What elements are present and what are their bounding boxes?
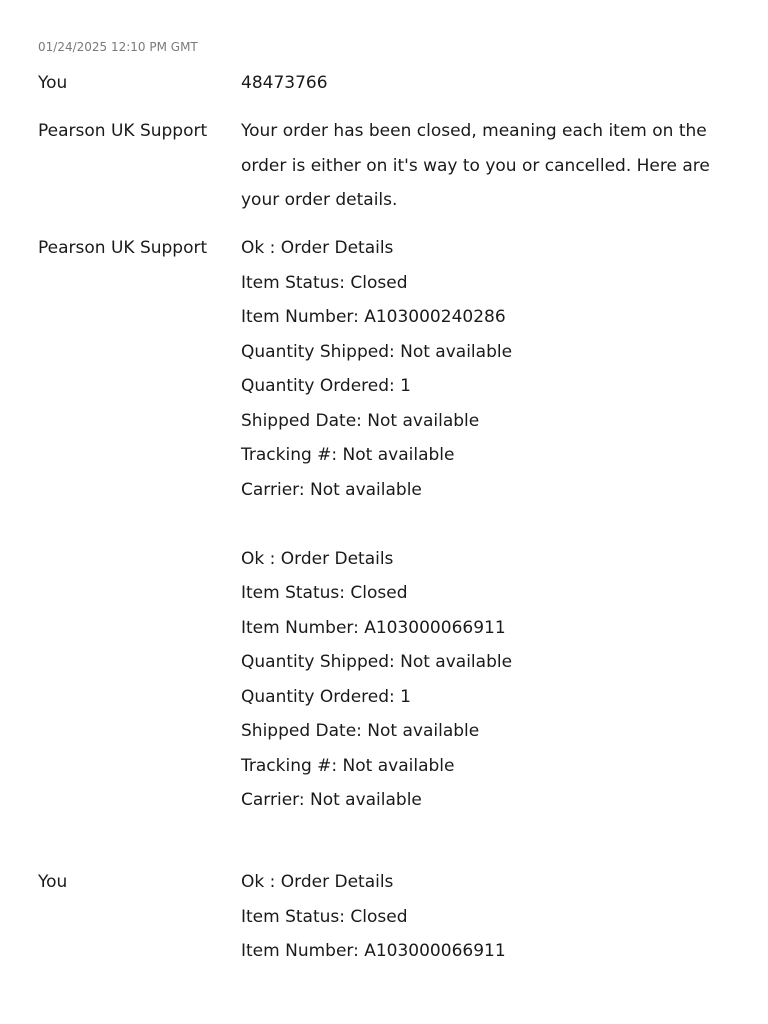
item-number: Item Number: A103000066911 [241, 617, 506, 638]
tracking-number: Tracking #: Not available [241, 445, 455, 465]
quantity-ordered: Quantity Ordered: 1 [241, 686, 411, 707]
message-body [241, 231, 731, 818]
message-sender: Pearson UK Support [38, 238, 208, 258]
message-text: 48473766 [241, 73, 328, 93]
quantity-shipped: Quantity Shipped: Not available [241, 652, 513, 672]
message-sender: You [38, 872, 68, 892]
shipped-date: Shipped Date: Not available [241, 410, 480, 431]
item-status: Item Status: Closed [241, 906, 408, 927]
item-status: Item Status: Closed [241, 583, 408, 603]
message-sender: You [38, 73, 68, 93]
order-details-heading: Ok : Order Details [241, 548, 394, 569]
message-body [241, 865, 731, 969]
message-body [241, 66, 731, 101]
message-body [241, 114, 731, 218]
quantity-ordered: Quantity Ordered: 1 [241, 376, 411, 396]
shipped-date: Shipped Date: Not available [241, 721, 480, 741]
order-details-heading: Ok : Order Details [241, 872, 394, 892]
order-details-heading: Ok : Order Details [241, 238, 394, 258]
message-sender: Pearson UK Support [38, 121, 208, 141]
message-text: Your order has been closed, meaning each item on the order is either on it's way to you or cancelled. Here are your order details. [241, 121, 710, 210]
message-timestamp: 01/24/2025 12:10 PM GMT [38, 40, 198, 54]
item-number: Item Number: A103000240286 [241, 307, 506, 327]
quantity-shipped: Quantity Shipped: Not available [241, 341, 513, 362]
item-status: Item Status: Closed [241, 272, 408, 293]
item-number: Item Number: A103000066911 [241, 941, 506, 961]
block-spacer [241, 507, 731, 542]
carrier: Carrier: Not available [241, 479, 422, 500]
tracking-number: Tracking #: Not available [241, 755, 455, 776]
carrier: Carrier: Not available [241, 790, 422, 810]
